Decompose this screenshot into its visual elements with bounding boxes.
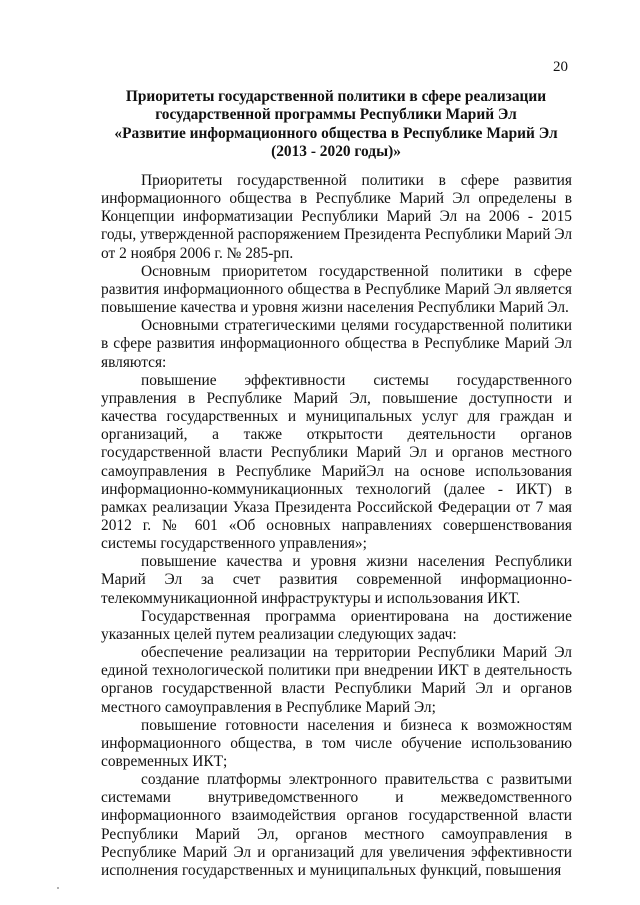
heading-line: «Развитие информационного общества в Республике Марий Эл: [114, 124, 558, 142]
paragraph-task-e-government: создание платформы электронного правительства с развитыми системами внутриведомственного и межведомственного информационного взаимодействия органов государственной власти Республики Марий Эл, органов местного самоуправления в Республике Марий Эл и организаций для увеличения эффективности исполнения государственных и муниципальных функций, повышения: [101, 771, 572, 879]
document-body: [101, 172, 572, 880]
paragraph-priorities-defined: Приоритеты государственной политики в сфере развития информационного общества в Республике Марий Эл определены в Концепции информатизации Республики Марий Эл на 2006 - 2015 годы, утвержденной распоряжением Президента Республики Марий Эл от 2 ноября 2006 г. № 285-рп.: [101, 172, 572, 262]
paragraph-main-priority: Основным приоритетом государственной политики в сфере развития информационного общества в Республике Марий Эл является повышение качества и уровня жизни населения Республики Марий Эл.: [101, 262, 572, 317]
heading-line: Приоритеты государственной политики в сфере реализации: [125, 88, 547, 105]
paragraph-strategic-goals: Основными стратегическими целями государственной политики в сфере развития информационного общества в Республике Марий Эл являются:: [101, 317, 572, 371]
document-heading: [100, 88, 572, 162]
paragraph-goal-governance-efficiency: повышение эффективности системы государственного управления в Республике Марий Эл, повышение доступности и качества государственных и муниципальных услуг для граждан и организаций, а также открытости деятельности органов государственной власти Республики Марий Эл и органов местного самоуправления в Республике МарийЭл на основе использования информационно-коммуникационных технологий (далее - ИКТ) в рамках реализации Указа Президента Российской Федерации от 7 мая 2012 г. № 601 «Об основных направлениях совершенствования системы государственного управления»;: [101, 371, 572, 553]
paragraph-program-tasks: Государственная программа ориентирована на достижение указанных целей путем реализации следующих задач:: [101, 607, 572, 643]
scan-speck: [57, 887, 59, 889]
paragraph-task-readiness: повышение готовности населения и бизнеса к возможностям информационного общества, в том числе обучение использованию современных ИКТ;: [101, 716, 572, 770]
paragraph-task-technology-policy: обеспечение реализации на территории Республики Марий Эл единой технологической политики при внедрении ИКТ в деятельность органов государственной власти Республики Марий Эл и органов местного самоуправления в Республике Марий Эл;: [101, 644, 572, 716]
page-number: 20: [553, 59, 568, 75]
heading-line: (2013 - 2020 годы)»: [271, 143, 401, 161]
heading-line: государственной программы Республики Марий Эл: [155, 106, 517, 124]
paragraph-goal-quality-of-life: повышение качества и уровня жизни населения Республики Марий Эл за счет развития современной информационно-телекоммуникационной инфраструктуры и использования ИКТ.: [101, 553, 572, 607]
